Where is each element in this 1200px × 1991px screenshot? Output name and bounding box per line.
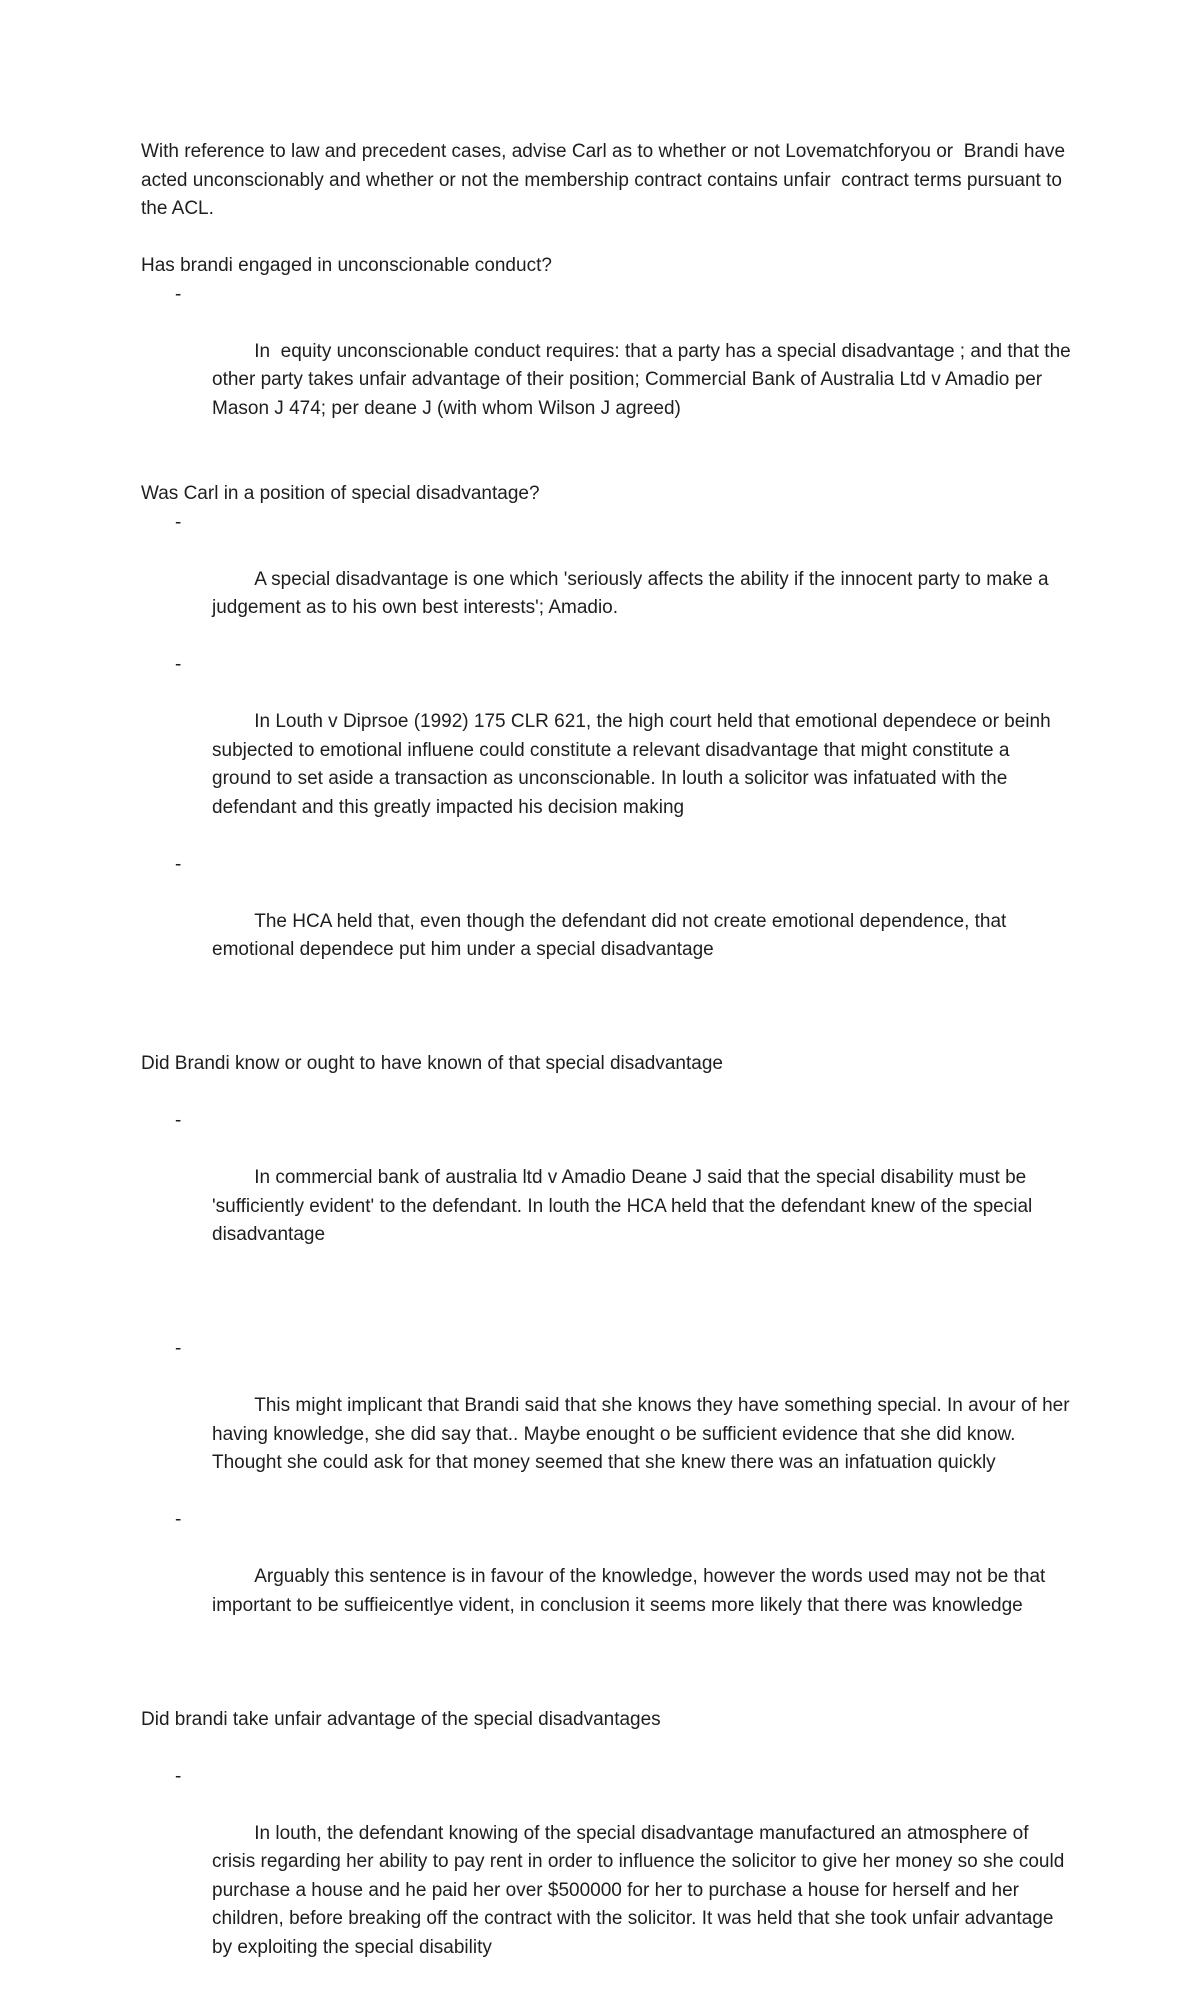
list-item-text: In Louth v Diprsoe (1992) 175 CLR 621, the high court held that emotional dependece or beinh subjected to emotional influene could constitute a relevant disadvantage that might constitute a ground to set aside a transaction as unconscionable. In louth a solicitor was infatuated with the defendant and this greatly impacted his decision making: [212, 711, 1056, 818]
section-list-unconscionable-conduct: [141, 281, 1076, 452]
list-item-text: In commercial bank of australia ltd v Amadio Deane J said that the special disability must be 'sufficiently evident' to the defendant. In louth the HCA held that the defendant knew of the special disadvantage: [212, 1167, 1038, 1245]
dash-bullet: -: [175, 1509, 182, 1530]
dash-bullet: -: [175, 1110, 182, 1131]
list-item: [141, 281, 1076, 452]
list-item: [141, 1107, 1071, 1278]
list-item: [141, 851, 1071, 994]
list-item-text: In equity unconscionable conduct requires: that a party has a special disadvantage ; and that the other party takes unfair advantage of their position; Commercial Bank of Australia Ltd v Amadio per Mason J 474; per deane J (with whom Wilson J agreed): [212, 340, 1076, 419]
document-body: [141, 138, 1076, 1991]
list-item-text: In louth, the defendant knowing of the special disadvantage manufactured an atmosphere of crisis regarding her ability to pay rent in order to influence the solicitor to give her money so she could purchase a house and he paid her over $500000 for her to purchase a house for herself and her children, before breaking off the contract with the solicitor. It was held that she took unfair advantage by exploiting the special disability: [212, 1822, 1070, 1958]
section-list-knowledge-a: [141, 1107, 1071, 1278]
section-list-special-disadvantage: [141, 509, 1071, 994]
dash-bullet: -: [175, 283, 182, 305]
section-heading-unfair-advantage: Did brandi take unfair advantage of the special disadvantages: [141, 1708, 661, 1730]
list-item: [141, 1335, 1075, 1506]
dash-bullet: -: [175, 511, 182, 533]
spacer: [141, 1079, 1071, 1108]
section-list-unfair-advantage: [141, 1763, 1071, 1991]
list-item-text: A special disadvantage is one which 'seriously affects the ability if the innocent party to make a judgement as to his own best interests'; Amadio.: [212, 568, 1054, 618]
list-item: [141, 651, 1071, 851]
section-list-knowledge-b: [141, 1335, 1075, 1649]
spacer: [141, 1734, 1071, 1763]
dash-bullet: -: [175, 654, 182, 675]
spacer: [141, 1278, 1071, 1335]
spacer: [141, 452, 1071, 481]
spacer: [141, 1649, 1071, 1706]
list-item-text: This might implicant that Brandi said that she knows they have something special. In avour of her having knowledge, she did say that.. Maybe enought o be sufficient evidence that she did know. Thought she could ask for that money seemed that she knew there was an infatuation quickly: [212, 1395, 1075, 1473]
section-heading-unconscionable-conduct: Has brandi engaged in unconscionable conduct?: [141, 255, 552, 276]
intro-paragraph: With reference to law and precedent cases, advise Carl as to whether or not Lovematchforyou or Brandi have acted unconscionably and whether or not the membership contract contains unfair contract terms pursuant to the ACL.: [141, 141, 1071, 219]
list-item-text: The HCA held that, even though the defendant did not create emotional dependence, that emotional dependece put him under a special disadvantage: [212, 910, 1012, 960]
section-heading-knowledge: Did Brandi know or ought to have known of that special disadvantage: [141, 1053, 723, 1074]
dash-bullet: -: [175, 1765, 182, 1787]
list-item: [141, 1763, 1071, 1991]
list-item-text: Arguably this sentence is in favour of the knowledge, however the words used may not be that important to be suffieicentlye vident, in conclusion it seems more likely that there was knowledge: [212, 1566, 1051, 1616]
dash-bullet: -: [175, 853, 182, 875]
section-heading-special-disadvantage: Was Carl in a position of special disadvantage?: [141, 483, 540, 504]
spacer: [141, 224, 1071, 253]
spacer: [141, 993, 1071, 1050]
list-item: [141, 509, 1071, 652]
dash-bullet: -: [175, 1338, 182, 1359]
list-item: [141, 1506, 1071, 1649]
